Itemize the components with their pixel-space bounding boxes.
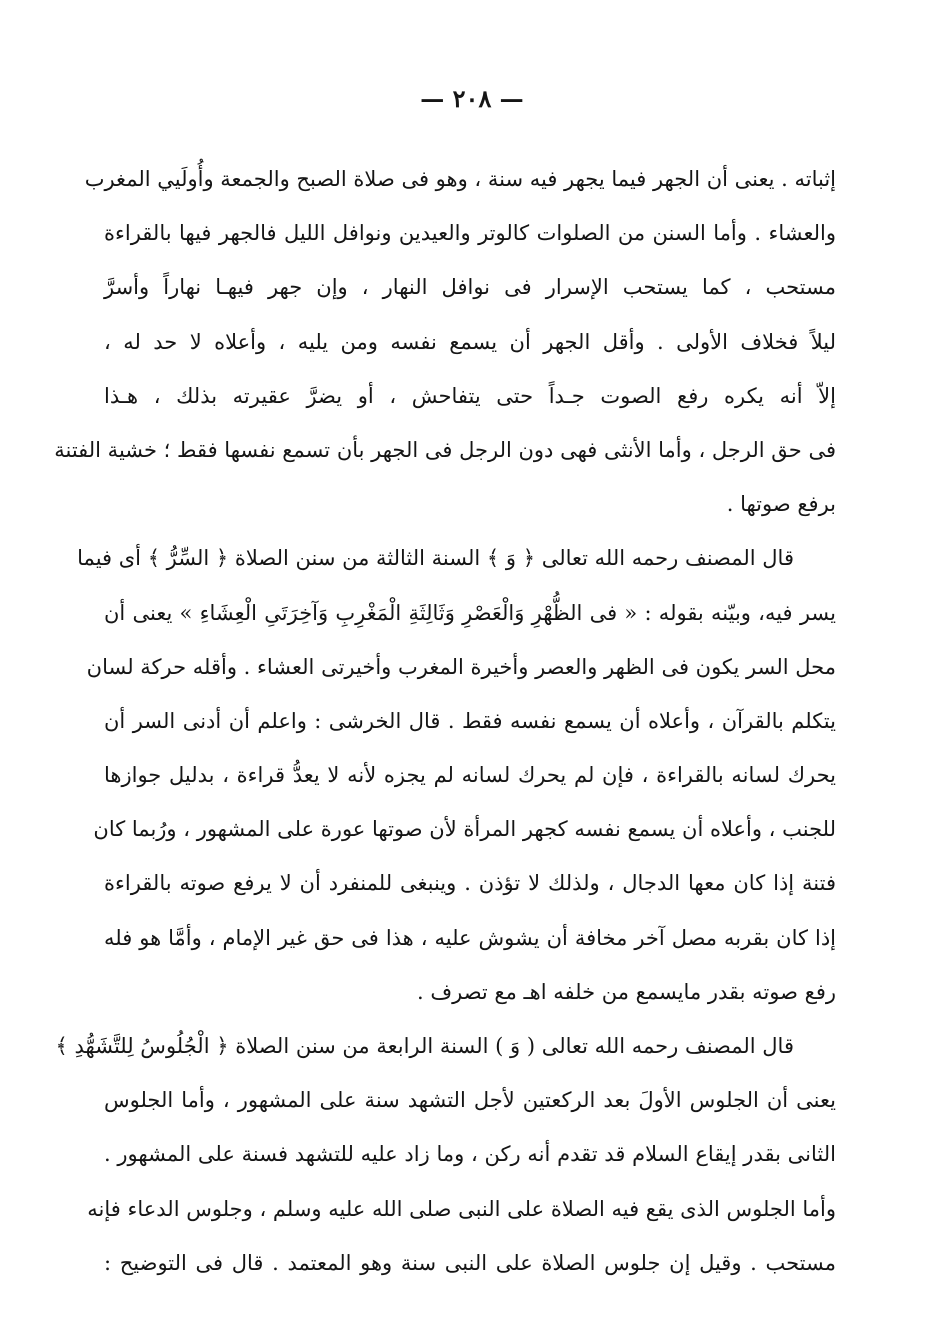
text-line: يحرك لسانه بالقراءة ، فإن لم يحرك لسانه لم يجزه لأنه لا يعدُّ قراءة ، بدليل جوازها [104,763,836,788]
text-line: مستحب . وقيل إن جلوس الصلاة على النبى سنة وهو المعتمد . قال فى التوضيح : [104,1250,836,1275]
text-line: فتنة إذا كان معها الدجال ، ولذلك لا تؤذن . وينبغى للمنفرد أن لا يرفع صوته بالقراءة [104,871,836,896]
text-line: فى حق الرجل ، وأما الأنثى فهى دون الرجل فى الجهر بأن تسمع نفسها فقط ؛ خشية الفتنة [54,437,836,462]
text-line: مستحب ، كما يستحب الإسرار فى نوافل النهار ، وإن جهر فيهـا نهاراً وأسرَّ [104,275,836,300]
page-number: — ٢٠٨ — [420,84,524,113]
text-line: وأما الجلوس الذى يقع فيه الصلاة على النبى صلى الله عليه وسلم ، وجلوس الدعاء فإنه [87,1196,836,1221]
text-line: محل السر يكون فى الظهر والعصر وأخيرة المغرب وأخيرتى العشاء . وأقله حركة لسان [86,654,836,679]
text-line: إذا كان بقربه مصل آخر مخافة أن يشوش عليه ، هذا فى حق غير الإمام ، وأمَّا هو فله [104,925,836,950]
text-line: إثباته . يعنى أن الجهر فيما يجهر فيه سنة ، وهو فى صلاة الصبح والجمعة وأُولَيي المغرب [84,167,836,191]
text-line: قال المصنف رحمه الله تعالى ( وَ ) السنة الرابعة من سنن الصلاة ﴿ الْجُلُوسُ لِلتَّشَهُّدِ ﴾ [55,1034,794,1058]
text-line: برفع صوتها . [726,492,836,517]
text-line: للجنب ، وأعلاه أن يسمع نفسه كجهر المرأة لأن صوتها عورة على المشهور ، ورُبما كان [93,817,836,842]
text-line: ليلاً فخلاف الأولى . وأقل الجهر أن يسمع نفسه ومن يليه ، وأعلاه لا حد له ، [104,329,836,354]
text-line: رفع صوته بقدر مايسمع من خلفه اهـ مع تصرف . [416,979,836,1004]
text-line: يتكلم بالقرآن ، وأعلاه أن يسمع نفسه فقط . قال الخرشى : واعلم أن أدنى السر أن [104,708,836,733]
text-line: الثانى بقدر إيقاع السلام قد تقدم أنه ركن ، وما زاد عليه للتشهد فسنة على المشهور . [104,1142,836,1167]
page-text [54,152,836,1290]
text-line: قال المصنف رحمه الله تعالى ﴿ وَ ﴾ السنة الثالثة من سنن الصلاة ﴿ السِّرُّ ﴾ أى فيما [77,546,794,571]
text-line: يعنى أن الجلوس الأولَ بعد الركعتين لأجل التشهد سنة على المشهور ، وأما الجلوس [104,1088,836,1113]
text-line: إلاّ أنه يكره رفع الصوت جـداً حتى يتفاحش ، أو يضرَّ عقيرته بذلك ، هـذا [104,383,836,408]
text-line: يسر فيه، وبيّنه بقوله : « فى الظُّهْرِ وَالْعَصْرِ وَثَالِثَةِ الْمَغْرِبِ وَآخِرَتَىِ الْعِشَاءِ » يعنى أن [104,600,836,625]
text-line: والعشاء . وأما السنن من الصلوات كالوتر والعيدين ونوافل الليل فالجهر فيها بالقراءة [104,221,836,246]
